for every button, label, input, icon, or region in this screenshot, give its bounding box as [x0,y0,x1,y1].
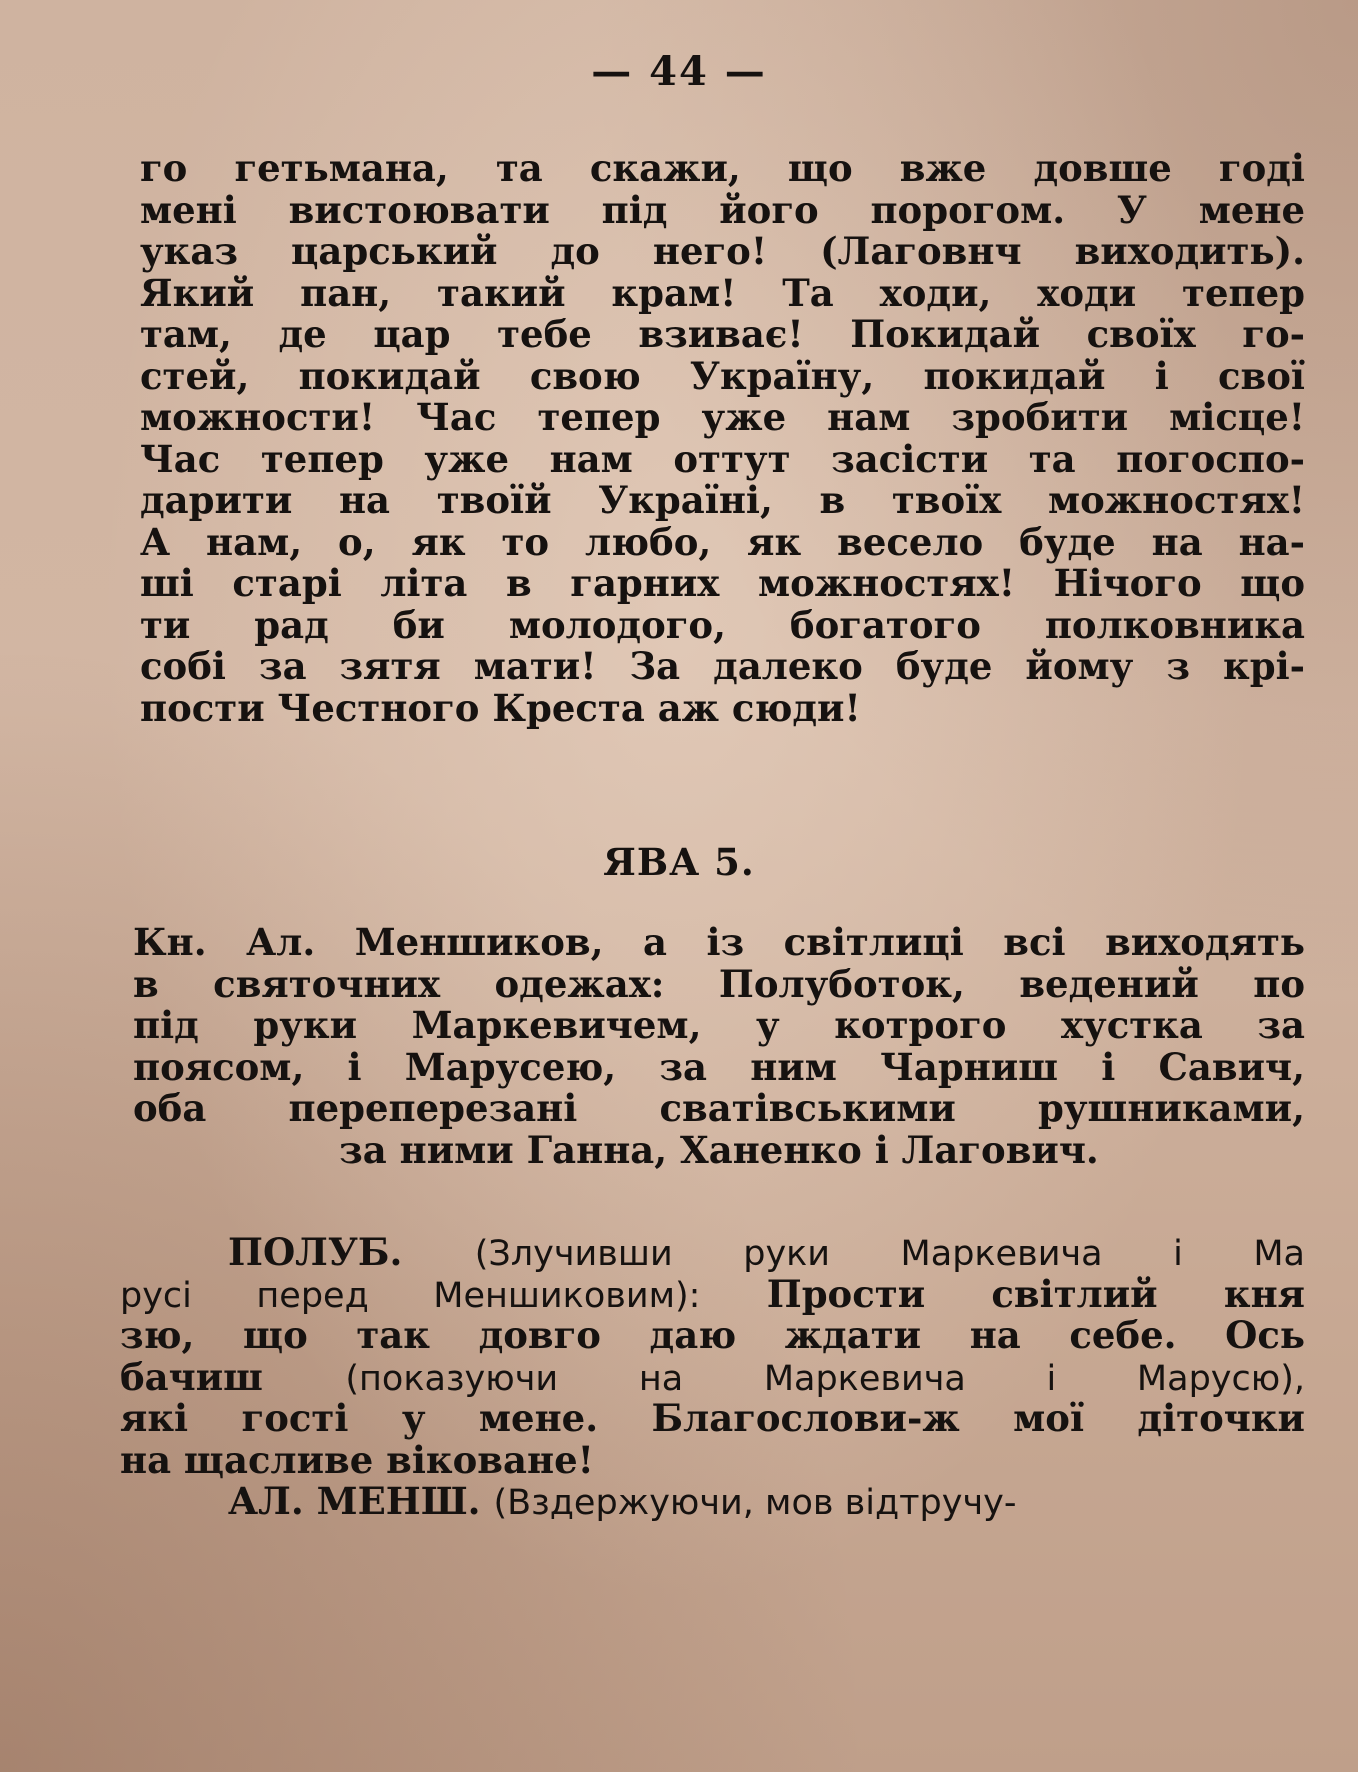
dialogue-line: на щасливе віковане! [120,1437,594,1482]
stage-direction-line: під руки Маркевичем, у котрого хустка за [133,1003,1305,1047]
speaker-name: АЛ. МЕНШ. [228,1479,481,1523]
speech-text: Прости світлий кня [766,1271,1306,1316]
text-line: стей, покидай свою Україну, покидай і свої [140,353,1305,398]
speaker-name: ПОЛУБ. [228,1230,403,1274]
text-line: го гетьмана, та скажи, що вже довше годі [140,146,1305,190]
dialogue-line [120,1271,1306,1316]
dialogue [120,1232,1305,1523]
dialogue-line: зю, що так довго даю ждати на себе. Ось [120,1313,1305,1357]
dialogue-line [120,1481,1305,1523]
scene-title: ЯВА 5. [603,840,755,884]
text-line: ти рад би молодого, богатого полковника [140,602,1305,647]
text-line: Який пан, такий крам! Та ходи, ходи тепер [140,270,1305,315]
text-line: там, де цар тебе взиває! Покидай своїх го- [140,312,1305,356]
text-line: ші старі літа в гарних можностях! Нічого що [140,561,1305,605]
stage-aside: (показуючи на Маркевича і Марусю), [345,1358,1305,1399]
stage-direction-line: Кн. Ал. Меншиков, а із світлиці всі виходять [133,920,1305,964]
stage-direction-line: оба переперезані сватівськими рушниками, [133,1086,1305,1130]
stage-direction-line: поясом, і Марусею, за ним Чарниш і Савич, [133,1044,1305,1089]
stage-direction-line: за ними Ганна, Ханенко і Лагович. [339,1127,1099,1172]
stage-direction-line: в святочних одежах: Полуботок, ведений по [133,961,1305,1006]
text-line: А нам, о, як то любо, як весело буде на на- [140,519,1305,564]
stage-direction [133,922,1305,1171]
text-line: можности! Час тепер уже нам зробити місце! [140,395,1305,439]
text-line: пости Честного Креста аж сюди! [140,685,861,730]
dialogue-line [120,1354,1305,1399]
dialogue-line: які гості у мене. Благослови-ж мої діточки [120,1396,1305,1440]
speech-text: бачиш [120,1354,263,1399]
stage-aside: (Злучивши руки Маркевича і Ма [474,1234,1305,1274]
text-line: мені вистоювати під його порогом. У мене [140,187,1305,232]
text-line: указ царський до него! (Лаговнч виходить). [140,229,1305,273]
main-text [140,148,1305,729]
text-line: собі за зятя мати! За далеко буде йому з крі- [140,644,1305,688]
stage-aside: (Вздержуючи, мов відтручу- [493,1483,1017,1523]
text-line: дарити на твоїй Україні, в твоїх можностях! [140,478,1305,522]
text-line: Час тепер уже нам оттут засісти та погоспо- [140,436,1305,481]
page-number: — 44 — [591,48,767,95]
stage-aside: русі перед Меншиковим): [120,1275,701,1316]
dialogue-line [120,1232,1305,1274]
